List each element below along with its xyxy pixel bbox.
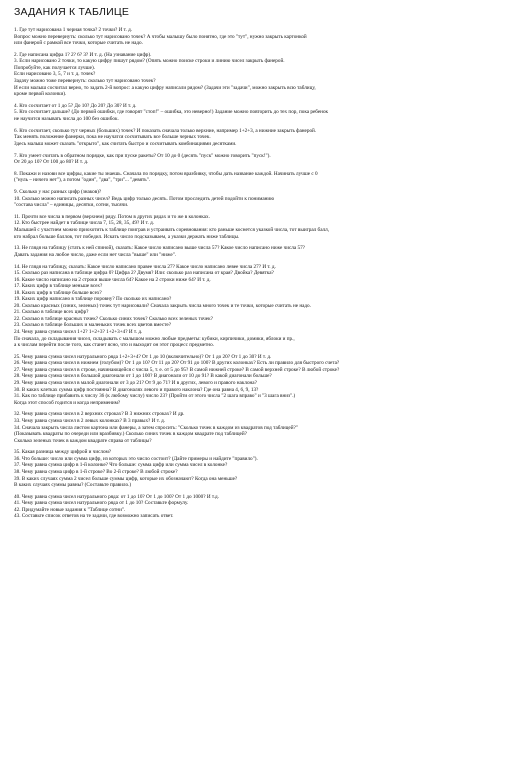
page-title: ЗАДАНИЯ К ТАБЛИЦЕ: [14, 6, 130, 18]
task-line: кроме первой колонки).: [14, 91, 67, 98]
task-line: В каких случаях суммы равны? (Составьте правило.): [14, 482, 132, 489]
task-block: [14, 128, 499, 148]
task-line: 20. Сколько красных (синих, зеленых) точек тут нарисовали? Сначала закрыть числа много точек и те точки, которые считать не надо.: [14, 302, 311, 309]
task-line: 7. Кто умеет считать в обратном порядке, как при пуске ракеты? От 10 до 0 (десять "пуск" можно говорить "пуск!").: [14, 152, 271, 159]
task-line: 24. Чему равна сумма чисел 1+2? 1+2+3? 1+2+3+4? И т. д.: [14, 329, 143, 336]
task-line: Малышей с участием можно приохотить к таблице поиграв и устраивать соревнования: кто раньше коснется указкой числа, тот выиграл балл,: [14, 226, 330, 233]
task-line: 2. Где написана цифра 1? 2? 6? 3? И т. д. (На узнавание цифр).: [14, 51, 152, 58]
task-line: а к числам перейти после того, как станет ясно, что и выходит он этот процесс предметно.: [14, 342, 214, 349]
task-line: 5. Кто сосчитает дальше? (До первой ошибки, где говорят "стоп!" – ошибка, это неверно!) Задание можно повторить до тех пор, пока ребенок: [14, 109, 329, 116]
task-line: ("нуль – ничего нет"), а потом "один", "два", "три"... "девять".: [14, 177, 151, 184]
task-block: [14, 171, 499, 184]
task-line: 22. Сколько в таблице красных точек? Сколько синих точек? Сколько всех зеленых точек?: [14, 315, 213, 322]
task-line: По сначала, до складывания чисел, складывать с малышом можно любые предметы: кубики, кирпичики, домики, яблоки и пр.,: [14, 335, 295, 342]
task-block: [14, 245, 499, 258]
task-line: 39. В каких случаях сумма 2 чисел больше суммы цифр, которые их обозначают? Когда она меньше?: [14, 475, 238, 482]
task-line: И если малыш сосчитал верно, то задать 2-й вопрос: а какую цифру написали рядом? (Задачи эти "задачи", можно закрыть всю таблицу,: [14, 84, 316, 91]
task-line: 13. Не глядя на таблицу (стать к ней спиной), сказать: Какое число написано выше числа 57? Какое число написано ниже числа 57?: [14, 245, 305, 252]
task-line: кто набрал больше баллов, тот победил. Искать число подсказываем, а указки держать ниже таблицы.: [14, 233, 240, 240]
task-line: 28. Чему равна сумма чисел в большой диагонали от 1 до 100? В диагонали от 10 до 91? В какой диагонали больше?: [14, 373, 272, 380]
task-line: 19. Каких цифр написано в таблице поровну? По сколько их написано?: [14, 296, 172, 303]
task-line: (Показывать квадраты по очереди или вразбивку.) Сколько синих точек в каждом квадрате под таблицей?: [14, 431, 247, 438]
task-line: 6. Кто сосчитает, сколько тут черных (больших) точек? И показать сначала только верхние, например 1+2+3, а нижние закрыть фанерой.: [14, 127, 317, 134]
task-line: 9. Сколько у нас разных цифр (знаков)?: [14, 189, 102, 196]
task-line: Задачу можно тоже перевернуть: сколько тут нарисовано точек?: [14, 78, 156, 85]
task-line: 21. Сколько в таблице всех цифр?: [14, 309, 89, 316]
task-line: 8. Покажи и назови все цифры, какие ты знаешь. Сначала по порядку, потом вразбивку, чтобы дать название каждой. Начинать лучше с 0: [14, 170, 318, 177]
task-block: [14, 264, 499, 349]
task-line: 43. Составьте список ответов на те задачи, где возможно записать ответ.: [14, 513, 174, 520]
task-block: [14, 214, 499, 240]
task-line: 16. Какое число написано на 2 строки выше числа 64? Какое на 2 строки ниже 64? И т. д.: [14, 276, 211, 283]
task-line: Попробуйте, как получается лучше).: [14, 64, 95, 71]
task-line: Давать задания на любое число, даже если нет числа "выше" или "ниже".: [14, 251, 177, 258]
task-line: 36. Что больше: число или сумма цифр, из которых это число состоит? (Дайте примеры и найдите "правило").: [14, 455, 258, 462]
task-line: 26. Чему равна сумма чисел в нижнем (голубом)? От 1 до 10? От 11 до 20? От 91 до 100? В других колонках? Есть ли правило для быстрого счета?: [14, 360, 340, 367]
task-line: Сколько зеленых точек в каждом квадрате справа от таблицы?: [14, 437, 152, 444]
task-block: [14, 189, 499, 209]
task-line: не научится называть числа до 100 без ошибок.: [14, 115, 119, 122]
task-line: 27. Чему равна сумма чисел в строке, начинающейся с числа 5, т. е. от 5 до 95? В самой нижней строке? В самой верхней строке? В любой строке?: [14, 366, 340, 373]
task-block: [14, 27, 499, 47]
task-line: От 20 до 10? От 100 до 80? И т. д.: [14, 159, 89, 166]
task-line: 30. В каких клетках сумма цифр постоянна? В диагоналях левого и правого наклона? Где она равна 4, 6, 9, 13?: [14, 386, 259, 393]
task-line: 4. Кто сосчитает от 1 до 5? До 10? До 20? До 30? И т. д.: [14, 102, 137, 109]
task-line: 1. Где тут нарисована 1 черная точка? 2 точки? И т. д.: [14, 27, 133, 33]
task-line: 3. Если нарисовано 2 точки, то какую цифру пишут рядом? (Опять можно поиске строки и линию чисел закрыть фанерой.: [14, 58, 285, 65]
task-block: [14, 449, 499, 488]
task-line: 31. Как по таблице прибавить к числу 36 (к любому числу) число 23? (Пройти от этого числа "2 шага вправо" и "3 шага вниз".): [14, 393, 296, 400]
task-line: "состава числа" – единицы, десятки, сотни, тысячи.: [14, 202, 129, 209]
task-line: 35. Какая разница между цифрой и числом?: [14, 449, 112, 456]
task-line: Так менять положение фанерки, пока не научатся сосчитывать все больше черных точек.: [14, 134, 211, 141]
task-line: 32. Чему равна сумма чисел в 2 верхних строках? В 3 нижних строках? И др.: [14, 411, 185, 418]
task-line: 14. Не глядя на таблицу, сказать: Какое число написано правее числа 27? Какое число написано левее числа 27? И т. д.: [14, 263, 276, 270]
task-line: 17. Каких цифр в таблице меньше всех?: [14, 283, 103, 290]
task-block: [14, 354, 499, 406]
task-line: Когда этот способ годится и когда неприменим?: [14, 399, 121, 406]
task-line: 29. Чему равна сумма чисел в малой диагонали от 3 до 21? От 9 до 71? И в других, левого и правого наклона?: [14, 380, 257, 387]
task-line: 40. Чему равна сумма чисел натурального ряда: от 1 до 10? От 1 до 100? От 1 до 1000? И т.д.: [14, 493, 219, 500]
task-line: 37. Чему равна сумма цифр в 1-й колонке? Что больше: сумма цифр или сумма чисел в колонке?: [14, 462, 228, 469]
task-line: Здесь малыш может сказать "открыто", как считать быстро и сосчитывать комбинациями десятками.: [14, 140, 237, 147]
task-line: 42. Придумайте новые задания к "Таблице сотни".: [14, 506, 126, 513]
task-block: [14, 153, 499, 166]
task-line: 41. Чему равна сумма чисел натурального ряда от 1 до 10? Составьте формулу.: [14, 500, 189, 507]
task-block: [14, 103, 499, 123]
task-block: [14, 411, 499, 444]
task-line: Вопрос можно перевернуть: сколько тут нарисовано точек? А чтобы малышу было понятно, где это "тут", нужно закрыть картонкой: [14, 33, 307, 40]
task-line: 12. Кто быстрее найдет в таблице числа 7, 15, 28, 35, 49? И т. д.: [14, 220, 155, 227]
task-line: 11. Прочти все числа в первом (верхнем) ряду. Потом в других рядах и то же в колонках.: [14, 213, 210, 220]
task-line: 15. Сколько раз написана в таблице цифра 0? Цифра 2? Двумя? Или: сколько раз написана от края? Двойка? Девятка?: [14, 270, 274, 277]
task-line: 33. Чему равна сумма чисел в 2 левых колонках? В 3 правых? И т. д.: [14, 417, 166, 424]
task-line: или фанерой с рамкой все точки, которые считать не надо.: [14, 40, 143, 47]
task-block: [14, 52, 499, 98]
task-line: 10. Сколько можно написать разных чисел? Ведь цифр только десять. Потом проследить детей подойти к пониманию: [14, 195, 275, 202]
task-line: 23. Сколько в таблице больших и маленьких точек всех цветов вместе?: [14, 322, 172, 329]
task-line: Если нарисовано 3, 5, 7 и т. д. точек?: [14, 71, 96, 78]
task-line: 38. Чему равна сумма цифр в 1-й строке? Во 2-й строке? В любой строке?: [14, 468, 178, 475]
task-line: 25. Чему равна сумма чисел натурального ряда 1+2+3+4? От 1 до 10 (включительно)? От 1 до 20? От 1 до 30? И т. д.: [14, 353, 272, 360]
task-line: 34. Сначала закрыть числа листом картона или фанеры, а затем спросить: "Сколько точек в каждом из квадратов под таблицей?": [14, 424, 298, 431]
task-block: [14, 494, 499, 520]
task-list: [14, 27, 499, 520]
task-line: 18. Каких цифр в таблице больше всех?: [14, 289, 102, 296]
